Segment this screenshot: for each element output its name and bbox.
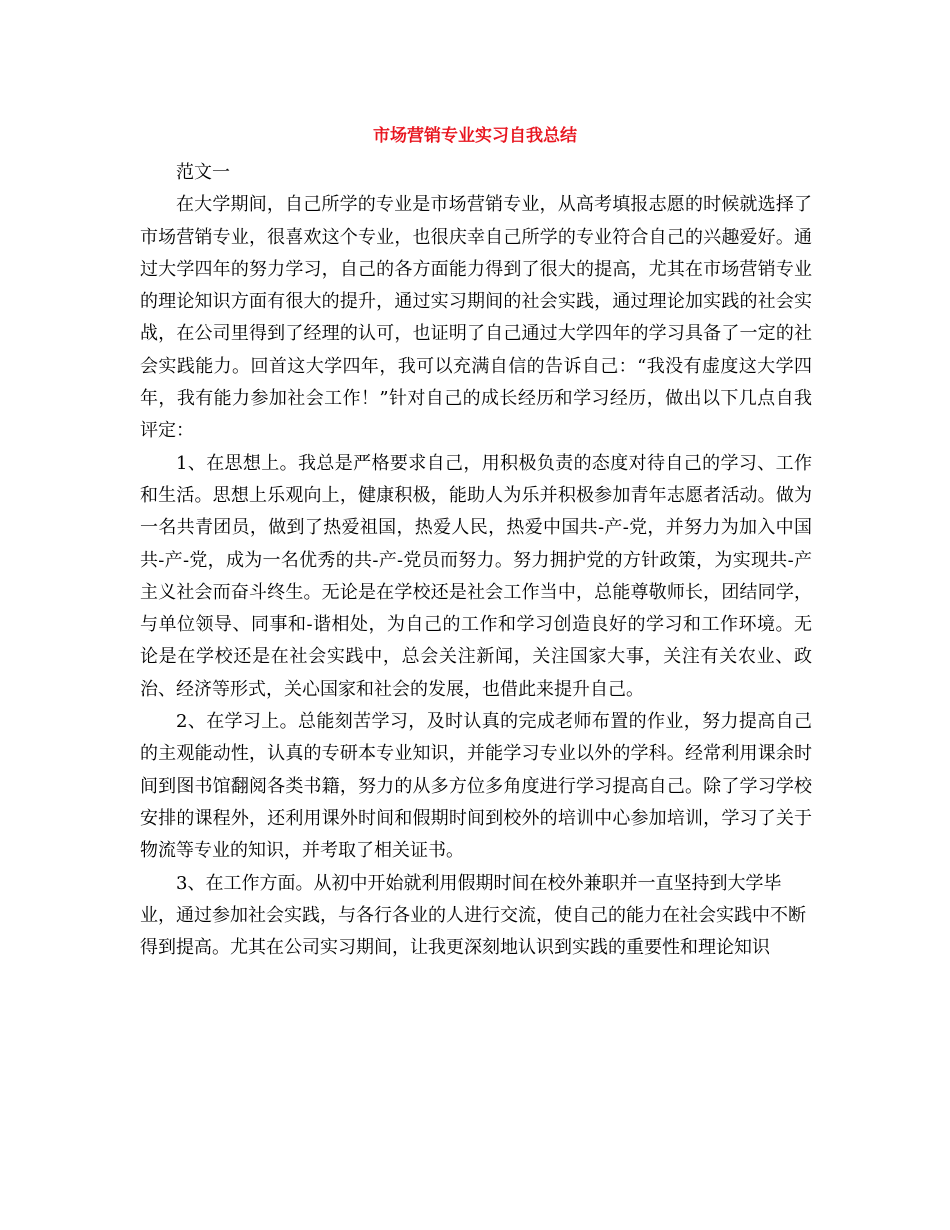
- paragraph: 在大学期间，自己所学的专业是市场营销专业，从高考填报志愿的时候就选择了市场营销专业，很喜欢这个专业，也很庆幸自己所学的专业符合自己的兴趣爱好。通过大学四年的努力学习，自己的各方面能力得到了很大的提高，尤其在市场营销专业的理论知识方面有很大的提升，通过实习期间的社会实践，通过理论加实践的社会实战，在公司里得到了经理的认可，也证明了自己通过大学四年的学习具备了一定的社会实践能力。回首这大学四年，我可以充满自信的告诉自己：“我没有虚度这大学四年，我有能力参加社会工作！”针对自己的成长经历和学习经历，做出以下几点自我评定：: [140, 194, 812, 442]
- paragraph: 2、在学习上。总能刻苦学习，及时认真的完成老师布置的作业，努力提高自己的主观能动性，认真的专研本专业知识，并能学习专业以外的学科。经常利用课余时间到图书馆翻阅各类书籍，努力的从多方位多角度进行学习提高自己。除了学习学校安排的课程外，还利用课外时间和假期时间到校外的培训中心参加培训，学习了关于物流等专业的知识，并考取了相关证书。: [140, 711, 812, 862]
- paragraph-heading: 范文一: [176, 162, 230, 183]
- document-title: 市场营销专业实习自我总结: [373, 126, 577, 146]
- paragraph: 1、在思想上。我总是严格要求自己，用积极负责的态度对待自己的学习、工作和生活。思想上乐观向上，健康积极，能助人为乐并积极参加青年志愿者活动。做为一名共青团员，做到了热爱祖国，热爱人民，热爱中国共-产-党，并努力为加入中国共-产-党，成为一名优秀的共-产-党员而努力。努力拥护党的方针政策，为实现共-产主义社会而奋斗终生。无论是在学校还是社会工作当中，总能尊敬师长，团结同学，与单位领导、同事和-谐相处，为自己的工作和学习创造良好的学习和工作环境。无论是在学校还是在社会实践中，总会关注新闻，关注国家大事，关注有关农业、政治、经济等形式，关心国家和社会的发展，也借此来提升自己。: [140, 452, 812, 700]
- paragraph: 3、在工作方面。从初中开始就利用假期时间在校外兼职并一直坚持到大学毕业，通过参加社会实践，与各行各业的人进行交流，使自己的能力在社会实践中不断得到提高。尤其在公司实习期间，让我更深刻地认识到实践的重要性和理论知识: [140, 872, 806, 959]
- document-body: [140, 157, 812, 964]
